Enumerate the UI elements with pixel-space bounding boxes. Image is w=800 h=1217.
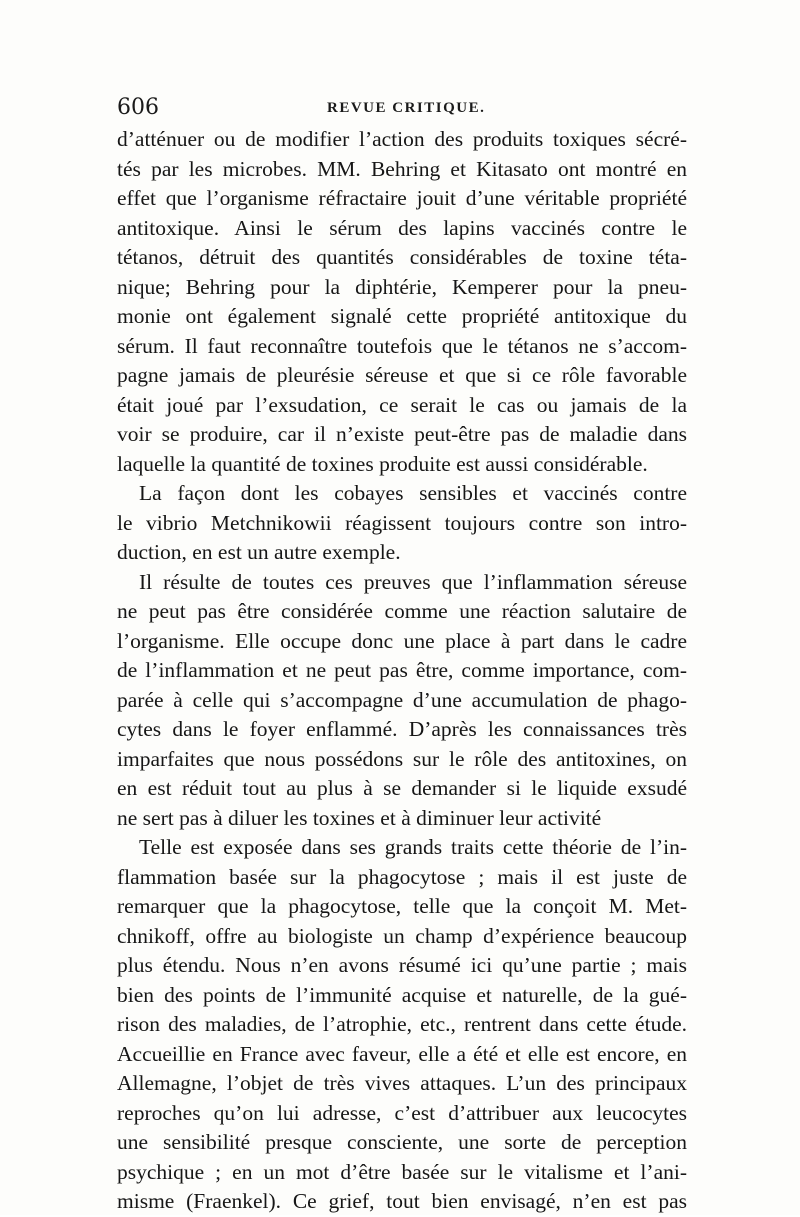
text-line: était joué par l’exsudation, ce serait le cas ou jamais de la (117, 392, 687, 417)
text-line: laquelle la quantité de toxines produite est aussi considérable. (117, 451, 648, 476)
text-line: le vibrio Metchnikowii réagissent toujours contre son intro- (117, 510, 687, 535)
text-line: de l’inflammation et ne peut pas être, comme importance, com- (117, 658, 687, 682)
text-line: Allemagne, l’objet de très vives attaques. L’un des principaux (117, 1071, 687, 1095)
body-text (117, 125, 687, 1217)
text-line: sérum. Il faut reconnaître toutefois que le tétanos ne s’accom- (117, 333, 687, 358)
text-line: psychique ; en un mot d’être basée sur le vitalisme et l’ani- (117, 1159, 687, 1184)
text-line: plus étendu. Nous n’en avons résumé ici qu’une partie ; mais (117, 953, 687, 977)
text-line: voir se produire, car il n’existe peut-être pas de maladie dans (117, 422, 687, 446)
text-line: ne peut pas être considérée comme une réaction salutaire de (117, 599, 687, 623)
text-line: tétanos, détruit des quantités considérables de toxine téta- (117, 245, 687, 269)
text-line: Telle est exposée dans ses grands traits cette théorie de l’in- (139, 835, 687, 859)
text-line: l’organisme. Elle occupe donc une place à part dans le cadre (117, 628, 687, 653)
text-line: La façon dont les cobayes sensibles et vaccinés contre (139, 481, 687, 505)
text-line: antitoxique. Ainsi le sérum des lapins vaccinés contre le (117, 215, 687, 240)
text-line: cytes dans le foyer enflammé. D’après les connaissances très (117, 717, 687, 741)
text-line: imparfaites que nous possédons sur le rôle des antitoxines, on (117, 746, 687, 771)
text-line: remarquer que la phagocytose, telle que la conçoit M. Met- (117, 894, 687, 918)
text-line: flammation basée sur la phagocytose ; mais il est juste de (117, 864, 687, 889)
running-head (117, 95, 687, 125)
text-line: bien des points de l’immunité acquise et naturelle, de la gué- (117, 982, 687, 1007)
text-line: monie ont également signalé cette propriété antitoxique du (117, 304, 687, 328)
journal-title: REVUE CRITIQUE. (327, 100, 486, 116)
text-line: parée à celle qui s’accompagne d’une accumulation de phago- (117, 687, 687, 712)
text-line: rison des maladies, de l’atrophie, etc., rentrent dans cette étude. (117, 1012, 687, 1036)
text-line: reproches qu’on lui adresse, c’est d’attribuer aux leucocytes (117, 1100, 687, 1125)
text-line: une sensibilité presque consciente, une sorte de perception (117, 1130, 687, 1154)
text-line: Accueillie en France avec faveur, elle a été et elle est encore, en (117, 1041, 687, 1066)
text-line: effet que l’organisme réfractaire jouit d’une véritable propriété (117, 186, 687, 210)
text-line: ne sert pas à diluer les toxines et à diminuer leur activité (117, 805, 602, 830)
text-line: duction, en est un autre exemple. (117, 540, 401, 564)
page-number: 606 (117, 95, 159, 120)
text-line: Il résulte de toutes ces preuves que l’inflammation séreuse (139, 569, 687, 594)
text-line: tés par les microbes. MM. Behring et Kitasato ont montré en (117, 156, 687, 181)
text-line: en est réduit tout au plus à se demander si le liquide exsudé (117, 776, 687, 800)
text-line: d’atténuer ou de modifier l’action des produits toxiques sécré- (117, 127, 687, 151)
text-line: nique; Behring pour la diphtérie, Kemperer pour la pneu- (117, 274, 687, 299)
text-line: chnikoff, offre au biologiste un champ d’expérience beaucoup (117, 923, 687, 948)
text-line: pagne jamais de pleurésie séreuse et que si ce rôle favorable (117, 363, 687, 387)
text-line: misme (Fraenkel). Ce grief, tout bien envisagé, n’en est pas (117, 1189, 687, 1213)
